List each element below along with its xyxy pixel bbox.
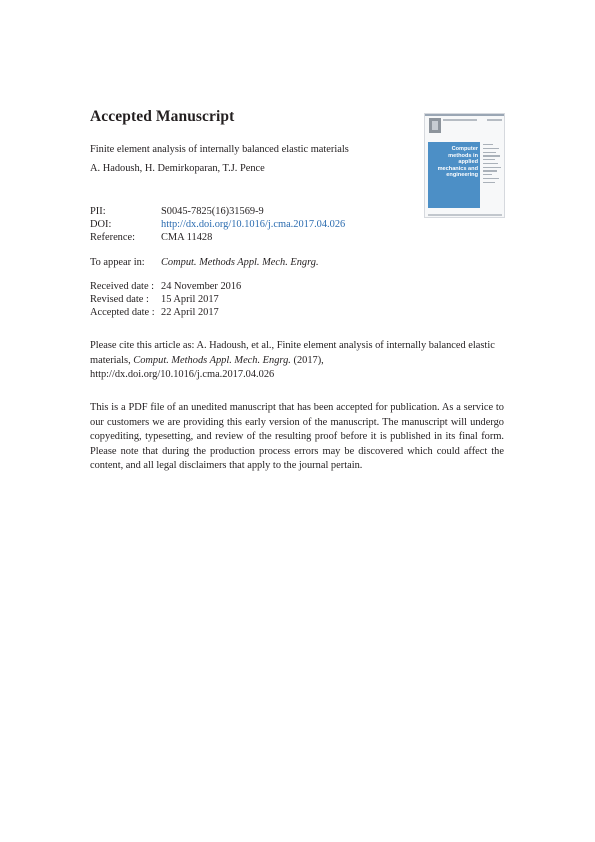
disclaimer-paragraph: This is a PDF file of an unedited manuscript that has been accepted for publication. As a service to our customers we are providing this early version of the manuscript. The manuscript will undergo copyediting, typesetting, and review of the resulting proof before it is published in its final form. Please note that during the production process errors may be discovered which could affect the content, and all legal disclaimers that apply to the journal pertain. <box>90 402 504 472</box>
cover-footer-line <box>428 214 502 216</box>
reference-value: CMA 11428 <box>161 232 213 243</box>
cover-top-bar <box>425 114 504 116</box>
cover-side-text <box>483 144 503 186</box>
cover-header-line <box>443 119 477 121</box>
appear-label: To appear in: <box>90 257 145 268</box>
reference-label: Reference: <box>90 232 135 243</box>
pii-label: PII: <box>90 206 106 217</box>
cover-journal-title: Computer methods in applied mechanics and engineering <box>437 146 478 179</box>
citation-paragraph <box>90 339 510 383</box>
received-label: Received date : <box>90 281 155 292</box>
citation-line: Please cite this article as: A. Hadoush, et al., Finite element analysis of internally balanced elastic <box>90 340 495 351</box>
pii-value: S0045-7825(16)31569-9 <box>161 206 264 217</box>
accepted-value: 22 April 2017 <box>161 307 219 318</box>
revised-label: Revised date : <box>90 294 149 305</box>
doi-link[interactable]: http://dx.doi.org/10.1016/j.cma.2017.04.026 <box>161 219 346 230</box>
cover-title-panel <box>428 142 480 208</box>
citation-journal: Comput. Methods Appl. Mech. Engrg. <box>133 354 291 366</box>
accepted-label: Accepted date : <box>90 307 155 318</box>
publisher-logo-icon <box>429 118 441 133</box>
manuscript-heading: Accepted Manuscript <box>90 108 235 125</box>
citation-doi: http://dx.doi.org/10.1016/j.cma.2017.04.026 <box>90 369 275 381</box>
received-value: 24 November 2016 <box>161 281 242 292</box>
citation-prefix: materials, <box>90 354 131 366</box>
article-title: Finite element analysis of internally balanced elastic materials <box>90 144 349 155</box>
cover-header-line <box>487 119 502 121</box>
article-authors: A. Hadoush, H. Demirkoparan, T.J. Pence <box>90 163 265 174</box>
citation-line <box>90 354 510 369</box>
citation-suffix: (2017), <box>293 354 324 366</box>
doi-label: DOI: <box>90 219 112 230</box>
revised-value: 15 April 2017 <box>161 294 219 305</box>
journal-cover-image <box>424 113 505 218</box>
appear-journal: Comput. Methods Appl. Mech. Engrg. <box>161 257 319 268</box>
